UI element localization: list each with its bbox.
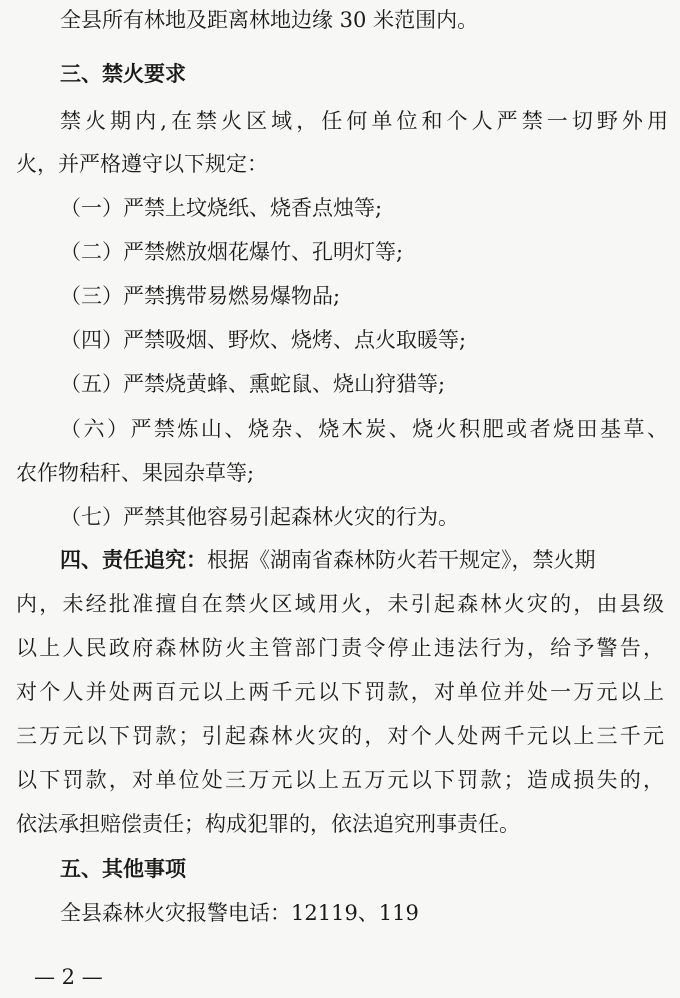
rule-item-7: （七）严禁其他容易引起森林火灾的行为。	[60, 505, 459, 529]
section-4-first-line	[60, 546, 680, 574]
rule-item-5: （五）严禁烧黄蜂、熏蛇鼠、烧山狩猎等;	[60, 372, 446, 396]
paragraph-line: 三万元以下罚款；引起森林火灾的，对个人处两千元以上三千元	[16, 724, 664, 748]
paragraph-line: 以下罚款，对单位处三万元以上五万元以下罚款；造成损失的，	[16, 768, 664, 792]
rule-item-3: （三）严禁携带易燃易爆物品;	[60, 284, 341, 308]
section-heading-5: 五、其他事项	[60, 857, 186, 881]
paragraph-line: 以上人民政府森林防火主管部门责令停止违法行为，给予警告，	[16, 636, 664, 660]
rule-item-6: （六）严禁炼山、烧杂、烧木炭、烧火积肥或者烧田基草、	[60, 417, 668, 441]
rule-item-6-continued: 农作物秸秆、果园杂草等;	[16, 461, 255, 485]
paragraph-line: 禁火期内,在禁火区域，任何单位和个人严禁一切野外用	[60, 109, 668, 133]
rule-item-2: （二）严禁燃放烟花爆竹、孔明灯等;	[60, 240, 404, 264]
section-heading-3: 三、禁火要求	[60, 62, 186, 86]
paragraph-line: 依法承担赔偿责任；构成犯罪的，依法追究刑事责任。	[16, 812, 520, 836]
section-heading-4: 四、责任追究：	[60, 548, 207, 572]
rule-item-1: （一）严禁上坟烧纸、烧香点烛等;	[60, 196, 383, 220]
paragraph-line: 内，未经批准擅自在禁火区域用火，未引起森林火灾的，由县级	[16, 592, 664, 616]
text-line-scope: 全县所有林地及距离林地边缘 30 米范围内。	[60, 8, 479, 32]
paragraph-line: 火，并严格遵守以下规定：	[16, 152, 268, 176]
alarm-phone-line: 全县森林火灾报警电话：12119、119	[60, 901, 419, 925]
paragraph-line: 对个人并处两百元以上两千元以下罚款，对单位并处一万元以上	[16, 680, 664, 704]
rule-item-4: （四）严禁吸烟、野炊、烧烤、点火取暖等;	[60, 328, 467, 352]
page-number: — 2 —	[34, 965, 103, 989]
paragraph-text: 根据《湖南省森林防火若干规定》，禁火期	[207, 548, 596, 572]
